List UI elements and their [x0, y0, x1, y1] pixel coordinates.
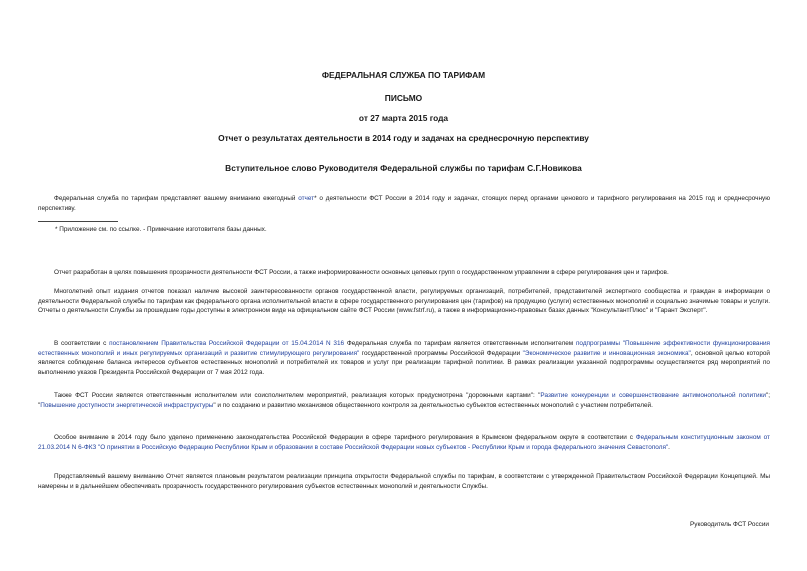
competition-roadmap-link[interactable]: Развитие конкуренции и совершенствование антимонопольной политики: [540, 392, 766, 399]
paragraph-text: , основной целью которой является соблюдение баланса интересов субъектов естественных монополий и потребителей их товаров и услуг при реализации тарифной политики. В рамках реализации указанной подпрограммы осуществляется ряд мероприятий по выполнению указов Президента Российской Федерации от 7 мая 2012 года.: [38, 349, 770, 376]
state-program-link[interactable]: "Экономическое развитие и инновационная экономика": [522, 349, 691, 357]
paragraph-text: В соответствии с: [54, 340, 110, 347]
document-date: от 27 марта 2015 года: [358, 113, 449, 123]
paragraph-conclusion: Представляемый вашему вниманию Отчет является плановым результатом реализации принципа открытости Федеральной службы по тарифам, в соответствии с утвержденной Правительством Российской Федерации Концепцией. Мы намерены и в дальнейшем обеспечивать прозрачность государственного регулирования субъектов естественных монополий и деятельности Службы.: [38, 473, 770, 490]
paragraph-text: Также ФСТ России является ответственным исполнителем или соисполнителем мероприятий, реализация которых предусмотрена "дорожными картами": ": [54, 392, 541, 399]
footnote: * Приложение см. по ссылке. - Примечание изготовителя базы данных.: [55, 226, 267, 233]
paragraph-text: * о деятельности ФСТ России в 2014 году и задачах, стоящих перед органами ценового и тарифного регулирования на 2015 год и среднесрочную перспективу.: [38, 195, 771, 212]
document-title: Отчет о результатах деятельности в 2014 году и задачах на среднесрочную перспективу: [218, 133, 589, 143]
paragraph-subprogram: [38, 339, 770, 377]
issuing-organization: ФЕДЕРАЛЬНАЯ СЛУЖБА ПО ТАРИФАМ: [321, 70, 486, 80]
paragraph-intro: [38, 194, 770, 213]
paragraph-text: "; ": [38, 392, 770, 409]
report-link[interactable]: отчет: [298, 195, 315, 202]
paragraph-text: .: [668, 443, 670, 451]
document-subtitle: Вступительное слово Руководителя Федеральной службы по тарифам С.Г.Новикова: [225, 163, 582, 173]
paragraph-crimea: [38, 433, 770, 452]
signature: Руководитель ФСТ России: [690, 521, 769, 528]
paragraph-text: Федеральная служба по тарифам является ответственным исполнителем: [344, 340, 576, 347]
subprogram-link[interactable]: подпрограммы "Повышение эффективности функционирования естественных монополий и иных регулируемых организаций и развитие стимулирующего регулирования": [38, 340, 771, 357]
footnote-divider: [38, 221, 118, 222]
document-type: ПИСЬМО: [384, 93, 423, 103]
paragraph-purpose: Отчет разработан в целях повышения прозрачности деятельности ФСТ России, а также информированности основных целевых групп о государственном управлении в сфере регулирования цен и тарифов.: [54, 269, 669, 276]
paragraph-experience: Многолетний опыт издания отчетов показал наличие высокой заинтересованности органов государственной власти, регулируемых организаций, потребителей, представителей экспертного сообщества и граждан в информации о деятельности Федеральной службы по тарифам как федерального органа исполнительной власти в сфере государственного регулирования цен (тарифов) на продукцию (услуги) естественных монополий и социально значимые товары и услуги. Отчеты о деятельности Службы за прошедшие годы доступны в электронном виде на официальном сайте ФСТ России (www.fstrf.ru), а также в информационно-правовых базах данных "КонсультантПлюс" и "Гарант Эксперт".: [38, 288, 770, 315]
energy-roadmap-link[interactable]: Повышение доступности энергетической инфраструктуры: [40, 401, 214, 409]
paragraph-roadmaps: [38, 391, 770, 410]
paragraph-text: " и по созданию и развитию механизмов общественного контроля за деятельностью субъектов естественных монополий с участием потребителей.: [213, 401, 653, 409]
paragraph-text: Федеральная служба по тарифам представляет вашему вниманию ежегодный: [54, 195, 299, 202]
government-decree-link[interactable]: постановлением Правительства Российской Федерации от 15.04.2014 N 316: [109, 340, 345, 347]
paragraph-text: государственной программы Российской Федерации: [359, 349, 523, 357]
paragraph-text: Особое внимание в 2014 году было уделено применению законодательства Российской Федерации в сфере тарифного регулирования в Крымском федеральном округе в соответствии с: [54, 434, 636, 441]
federal-law-link[interactable]: Федеральным конституционным законом от 21.03.2014 N 6-ФКЗ "О принятии в Российскую Федерацию Республики Крым и образовании в составе Российской Федерации новых субъектов - Республики Крым и города федерального значения Севастополя": [38, 434, 770, 451]
